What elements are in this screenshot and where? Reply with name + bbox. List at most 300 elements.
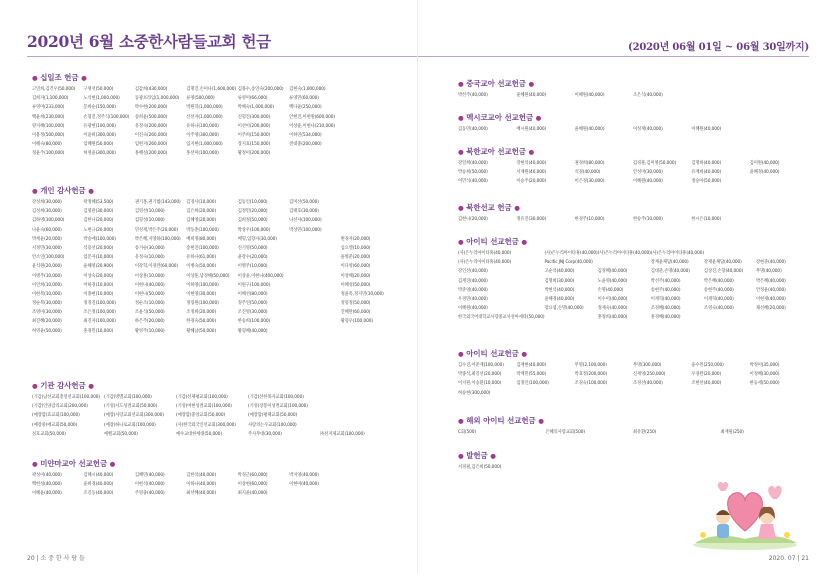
donor-entry: 채선혜(20,000) bbox=[755, 306, 786, 312]
title-divider bbox=[418, 56, 809, 57]
donor-entry: 이병숙(50,000) bbox=[186, 264, 217, 270]
donor-entry: 정승아(50,000) bbox=[691, 179, 722, 185]
donor-entry: 정순복(30,000) bbox=[32, 301, 62, 307]
donor-entry bbox=[341, 198, 392, 207]
donor-entry: 황혜남(50,000) bbox=[186, 328, 217, 334]
donor-entry bbox=[750, 177, 808, 186]
donor-grid bbox=[458, 91, 808, 100]
donor-entry bbox=[704, 249, 756, 258]
section-title: ● 발헌금 ● bbox=[458, 451, 496, 460]
donor-entry: 박재민(55,000) bbox=[516, 372, 547, 378]
donor-entry bbox=[341, 207, 392, 216]
donor-entry: 윤수민(250,000) bbox=[691, 363, 724, 368]
donor-entry: 김현숙(1,000,000) bbox=[289, 87, 326, 92]
donor-entry: 김경혜(40,000) bbox=[597, 269, 628, 275]
donor-entry: 박현석(40,000) bbox=[544, 287, 575, 293]
donor-entry: 박동춘(100,000) bbox=[186, 227, 219, 233]
donor-entry bbox=[289, 281, 340, 290]
donor-entry: 한경주(10,000) bbox=[574, 217, 605, 222]
donor-entry: 윤혜경(40,000) bbox=[544, 296, 575, 302]
donor-entry: 유하나(100,000) bbox=[186, 123, 219, 129]
donor-entry: 권경희(80,000) bbox=[574, 161, 605, 166]
donor-entry: 윤석원(20,000) bbox=[32, 264, 62, 270]
donor-entry bbox=[341, 480, 392, 489]
donor-entry: 변경자(20,000) bbox=[340, 236, 371, 242]
section-tithe bbox=[32, 72, 392, 159]
donor-entry: 이하경(10,000) bbox=[83, 282, 114, 288]
boy-hair-icon bbox=[716, 510, 730, 515]
donor-entry: 김희자(1,100,000) bbox=[32, 96, 69, 102]
donor-entry: 이상윤,이현나(400,000) bbox=[237, 273, 284, 279]
donor-entry: 김혜민(40,000) bbox=[134, 473, 165, 478]
donor-entry: 나윤숙(60,000) bbox=[32, 227, 62, 233]
donor-entry: (기감)방멜교회(100,000) bbox=[104, 395, 152, 400]
donor-entry: (기감)선한목자교회(100,000) bbox=[248, 395, 304, 400]
donor-entry: 김대준,손명(40,000) bbox=[650, 269, 690, 275]
donor-entry: (예장합)효교회(100,000) bbox=[32, 413, 80, 419]
donor-entry bbox=[756, 249, 808, 258]
donor-entry bbox=[575, 389, 633, 398]
donor-entry: 박경근(60,000) bbox=[237, 473, 268, 478]
donor-entry: (기감)인양감리교회(200,000) bbox=[32, 404, 88, 410]
section-other-offering bbox=[458, 450, 808, 472]
donor-entry: 이진숙(260,000) bbox=[134, 132, 168, 138]
donor-entry: 이해선(80,000) bbox=[237, 291, 268, 297]
donor-entry: 박승애(100,000) bbox=[83, 236, 116, 242]
donor-entry: 민성재,박은주(20,000) bbox=[134, 227, 179, 233]
donor-entry: 김태호(30,000) bbox=[289, 209, 319, 215]
donor-entry: 유하나(61,000) bbox=[186, 255, 217, 261]
donor-entry bbox=[320, 421, 392, 430]
donor-entry: 이혜원(40,000) bbox=[632, 179, 663, 185]
donor-entry: 이은경(30,000) bbox=[574, 179, 605, 185]
donor-entry: 허승현(300,000) bbox=[458, 390, 491, 396]
donor-entry: 배시원(40,000) bbox=[516, 127, 547, 132]
donor-entry: 은혜의사랑교회(500) bbox=[545, 430, 585, 435]
donor-entry: 조윤식(50,000) bbox=[134, 310, 165, 316]
donor-entry: 윤강수(20,000) bbox=[237, 255, 268, 261]
donor-entry: 정주연(50,000) bbox=[237, 301, 268, 307]
section-title: ● 십일조 헌금 ● bbox=[32, 73, 87, 82]
donor-entry: 류영민(60,000) bbox=[289, 96, 319, 102]
donor-entry: 이현재(40,000) bbox=[755, 296, 786, 302]
donor-entry: 한시은(10,000) bbox=[691, 217, 722, 222]
donor-entry: 박효정(200,000) bbox=[574, 372, 608, 378]
donor-entry: 이선이(200,000) bbox=[237, 123, 271, 129]
donor-entry: 이용정(500,000) bbox=[32, 132, 65, 138]
donor-entry: 이병주(10,000) bbox=[237, 264, 268, 270]
donor-entry bbox=[341, 149, 392, 158]
donor-entry: 김영선(10,000) bbox=[134, 209, 165, 215]
donor-entry: 서재원(40,000) bbox=[516, 170, 547, 176]
donor-entry: 이정혜(30,000) bbox=[749, 372, 780, 378]
donor-grid bbox=[32, 471, 392, 499]
donor-grid bbox=[458, 159, 808, 187]
donor-entry: ㈜선저제교회(100,000) bbox=[320, 431, 365, 437]
heart-couple-illustration bbox=[685, 473, 805, 551]
donor-entry: 이혜윤(40,000) bbox=[32, 491, 62, 497]
donor-entry: 이상숙(20,000) bbox=[83, 273, 114, 279]
section-north-korea-offering bbox=[458, 202, 808, 224]
donor-entry: 엄문자(10,000) bbox=[83, 255, 114, 261]
donor-entry: 박선주(40,000) bbox=[650, 278, 681, 284]
donor-entry: 이강혁,이경란(60,000) bbox=[134, 264, 179, 270]
donor-entry: 김미선(50,000) bbox=[289, 200, 319, 205]
donor-entry: 백헌성(40,000) bbox=[32, 482, 62, 488]
donor-entry: 심요엘(10,000) bbox=[340, 245, 371, 251]
donor-entry: 노현규(20,000) bbox=[83, 227, 114, 233]
donor-entry: 이현나(40,000) bbox=[134, 282, 165, 288]
donor-entry: 이성재(40,000) bbox=[632, 127, 663, 132]
donor-entry: 안현진,이현원(600,000) bbox=[289, 114, 335, 120]
donor-entry: 박상민(100,000) bbox=[289, 227, 322, 233]
donor-entry: 조은식(40,000) bbox=[632, 93, 663, 98]
donor-entry: 고순석(40,000) bbox=[544, 269, 575, 275]
donor-entry: 주사무대(30,000) bbox=[248, 431, 282, 437]
donor-entry: 곽성이(40,000) bbox=[32, 473, 62, 478]
donor-entry: 조경선(40,000) bbox=[632, 381, 663, 387]
donor-entry: 우경완(20,000) bbox=[691, 372, 722, 378]
donor-entry: 최지윤(40,000) bbox=[237, 491, 268, 497]
donor-entry: 김몽수,송연숙(200,000) bbox=[237, 87, 284, 92]
donor-entry: 유재희(40,000) bbox=[691, 170, 722, 176]
donor-entry: 정재숙(40,000) bbox=[597, 306, 628, 312]
donor-entry: 주영충(40,000) bbox=[134, 491, 165, 497]
donor-entry: 정형원(100,000) bbox=[186, 301, 219, 307]
donor-entry: 배형,임향자(30,000) bbox=[237, 236, 277, 242]
donor-entry bbox=[750, 125, 808, 134]
donor-entry: 이현복(10,000) bbox=[32, 291, 62, 297]
donor-entry: 신형진(300,000) bbox=[237, 114, 271, 120]
donor-entry: 구영선(50,000) bbox=[83, 87, 114, 92]
donor-entry: 윤혜경(40,000) bbox=[749, 170, 780, 176]
section-institution-thanks bbox=[32, 380, 392, 439]
donor-entry: 최진혜(20,000) bbox=[32, 319, 62, 325]
donor-entry: (기성)장봉이성결교회(100,000) bbox=[248, 404, 308, 410]
donor-entry: 김재진(40,000) bbox=[458, 278, 488, 284]
donor-entry: 석경(40,000) bbox=[574, 170, 601, 176]
donor-entry: 최유환(250) bbox=[633, 430, 657, 435]
donor-entry bbox=[691, 389, 749, 398]
donor-entry bbox=[289, 327, 340, 336]
donor-entry: 조진영(30,000) bbox=[237, 310, 268, 316]
donor-entry bbox=[516, 389, 574, 398]
donor-entry: 이하나(40,000) bbox=[186, 482, 217, 488]
donor-entry: 황영주(10,000) bbox=[134, 328, 165, 334]
donor-entry: 한승희(100,000) bbox=[237, 319, 271, 325]
donor-entry: 홍경민(10,000) bbox=[83, 328, 114, 334]
donor-grid bbox=[458, 428, 808, 437]
donor-entry: 이혜원(40,000) bbox=[691, 127, 722, 132]
donor-entry: 김재현(40,000) bbox=[516, 363, 547, 368]
donor-entry: 이하영(100,000) bbox=[186, 282, 219, 288]
donor-entry: 강인선(40,000) bbox=[458, 269, 488, 275]
donor-entry bbox=[575, 463, 633, 472]
donor-entry: 윤혜원(40,000) bbox=[574, 127, 605, 132]
donor-entry: 박선주(40,000) bbox=[458, 93, 488, 98]
donor-entry: 이상윤,이현나(210,000) bbox=[289, 123, 335, 129]
donor-entry: 배희정(80,000) bbox=[186, 236, 217, 242]
section-title: ● 북한교아 선교헌금 ● bbox=[458, 147, 535, 156]
donor-entry bbox=[750, 91, 808, 100]
donor-entry bbox=[756, 313, 808, 322]
section-title: ● 개인 감사헌금 ● bbox=[32, 186, 94, 195]
donor-entry: 무명(40,000) bbox=[755, 269, 782, 275]
donor-entry: 이하연(534,000) bbox=[289, 132, 322, 138]
donor-entry: 백다윤(250,000) bbox=[289, 105, 322, 111]
donor-entry: 강일희(40,000) bbox=[458, 161, 488, 166]
donor-entry bbox=[320, 411, 392, 420]
donor-entry: 윤해영(20,900) bbox=[83, 264, 114, 270]
donor-entry: 류영미(66,000) bbox=[237, 96, 268, 102]
donor-entry: 성호교회(50,000) bbox=[32, 431, 66, 437]
donor-entry: (예장중)예교회(50,000) bbox=[32, 422, 78, 428]
donor-entry bbox=[341, 113, 392, 122]
donor-entry bbox=[341, 226, 392, 235]
donor-entry: (예장)사랑교회선교회(300,000) bbox=[104, 413, 164, 419]
donor-entry: 김은희(20,000) bbox=[186, 209, 217, 215]
donor-entry: 이혜원(40,000) bbox=[458, 306, 488, 312]
small-heart-icon bbox=[718, 482, 728, 491]
donor-entry: 유정숙(10,000) bbox=[134, 255, 165, 261]
section-title: ● 북한선교 헌금 ● bbox=[458, 203, 520, 212]
donor-entry bbox=[341, 131, 392, 140]
donor-entry: (사)은누리아이타휴(40,000) bbox=[650, 251, 704, 256]
donor-entry: 동광프라임(1,000,000) bbox=[134, 96, 180, 102]
donor-entry: 이재혁(40,000) bbox=[703, 296, 734, 302]
boy-body-icon bbox=[717, 524, 729, 538]
donor-entry bbox=[289, 317, 340, 326]
section-mexico-mission bbox=[458, 112, 808, 134]
donor-entry: (예장)하나로교회(100,000) bbox=[104, 422, 156, 428]
donor-entry: 김명희(40,000) bbox=[691, 161, 722, 166]
donor-entry bbox=[341, 122, 392, 131]
donor-entry: 권기홍,권기범(143,000) bbox=[134, 200, 181, 205]
donor-entry: 이주영(300,000) bbox=[186, 132, 219, 138]
donor-entry: 조경혜(40,000) bbox=[650, 306, 681, 312]
donor-entry: 문희순(150,000) bbox=[83, 105, 116, 111]
donor-entry bbox=[633, 389, 691, 398]
donor-entry: 김영관(30,000) bbox=[83, 209, 114, 215]
donor-entry bbox=[633, 463, 691, 472]
donor-entry: 서경필,김은희(50,000) bbox=[458, 465, 502, 470]
donor-entry: 최진자(100,000) bbox=[83, 319, 116, 325]
left-page bbox=[0, 0, 417, 573]
donor-entry bbox=[289, 262, 340, 271]
donor-entry: 곽정혜(53,500) bbox=[83, 200, 114, 205]
donor-entry bbox=[341, 140, 392, 149]
donor-entry: 이종현(10,000) bbox=[83, 291, 114, 297]
donor-entry: 홍선미(100,000) bbox=[186, 151, 219, 157]
donor-entry: 김희정(50,000) bbox=[237, 218, 268, 224]
donor-entry: 정형정(50,000) bbox=[340, 301, 371, 307]
donor-entry: (예장합)평택교회(50,000) bbox=[248, 413, 298, 419]
donor-entry: 안소연(100,000) bbox=[32, 255, 65, 261]
donor-entry bbox=[341, 103, 392, 112]
donor-entry bbox=[289, 272, 340, 281]
donor-entry: 강재윤체담(40,000) bbox=[650, 260, 689, 266]
donor-entry: 조영미(30,000) bbox=[32, 310, 62, 316]
donor-entry: 임지현(1,000,000) bbox=[186, 142, 223, 148]
donor-grid bbox=[32, 393, 392, 439]
donor-entry: 이현영(30,000) bbox=[186, 291, 217, 297]
donor-entry: 에벨교회(50,000) bbox=[104, 431, 138, 437]
donor-entry bbox=[750, 389, 808, 398]
donor-entry: 황정미(200,000) bbox=[237, 151, 271, 157]
donor-entry: 윤혜원(40,000) bbox=[516, 93, 547, 98]
donor-entry: Pacific JNJ Corp(40,000) bbox=[544, 260, 593, 266]
period-range: (2020년 06월 01일 ~ 06월 30일까지) bbox=[628, 42, 809, 53]
donor-entry: 정윤주(100,000) bbox=[32, 151, 65, 157]
donor-entry: 김명진,손미나(1,600,000) bbox=[186, 87, 236, 92]
donor-entry: 손명(40,000) bbox=[597, 287, 624, 293]
donor-entry: 김동민(40,000) bbox=[458, 127, 488, 132]
donor-entry: 전대중(200,000) bbox=[289, 142, 322, 148]
donor-entry: 정유진(30,000) bbox=[516, 217, 547, 222]
donor-entry: 유광현(100,000) bbox=[83, 123, 116, 129]
donor-entry bbox=[341, 85, 392, 94]
donor-entry: 김상진,손향(40,000) bbox=[703, 269, 744, 275]
donor-entry: 허영윤(300,000) bbox=[83, 151, 116, 157]
donor-entry: 이병주(10,000) bbox=[32, 273, 62, 279]
donor-entry: 무명(2,100,000) bbox=[574, 363, 607, 368]
donor-entry: 장요섭,손명(40,000) bbox=[544, 306, 584, 312]
donor-grid bbox=[458, 125, 808, 134]
donor-grid bbox=[458, 463, 808, 472]
donor-entry bbox=[289, 290, 340, 299]
donor-entry: 허영윤(50,000) bbox=[32, 328, 62, 334]
donor-entry: 김감희(430,000) bbox=[134, 87, 168, 92]
donor-entry: 강재윤체담(40,000) bbox=[703, 260, 742, 266]
donor-entry: 이현나(50,000) bbox=[134, 291, 165, 297]
donor-entry: 이지원,이승환(10,000) bbox=[458, 381, 502, 387]
donor-entry: 이혜원(40,000) bbox=[574, 93, 605, 98]
donor-entry: 신기영(50,000) bbox=[237, 245, 268, 251]
small-heart-icon bbox=[768, 486, 782, 499]
donor-grid bbox=[32, 198, 392, 336]
donor-entry: 송희윤(500,000) bbox=[134, 114, 168, 120]
donor-entry: 무명(300,000) bbox=[632, 363, 662, 368]
donor-entry: 노윤영(40,000) bbox=[597, 278, 628, 284]
donor-entry: 임혜원(50,000) bbox=[83, 142, 114, 148]
donor-entry: 강현준(40,000) bbox=[755, 260, 786, 266]
donor-entry: 이주희(150,000) bbox=[237, 132, 271, 138]
donor-entry: 박종석,최길선(20,000) bbox=[458, 372, 502, 378]
donor-entry: (예장합)중앙교회(50,000) bbox=[176, 413, 226, 419]
donor-entry: 이상훈,남경해(50,000) bbox=[186, 273, 230, 279]
donor-entry: 사랑의는우교회(100,000) bbox=[248, 422, 297, 428]
donor-entry: 김하영(100,000) bbox=[32, 218, 65, 224]
donor-entry: 박은혜(40,000) bbox=[755, 278, 786, 284]
donor-entry: 김정민(20,000) bbox=[237, 209, 268, 215]
donor-entry: (기성)여현성결교회(100,000) bbox=[176, 404, 232, 410]
donor-entry: 장지효(150,000) bbox=[237, 142, 271, 148]
donor-entry: (사)은누리아이타휴(40,000) bbox=[458, 251, 512, 256]
page-title: 2020년 6월 소중한사람들교회 헌금 bbox=[27, 32, 271, 51]
donor-entry: 황형우(100,000) bbox=[340, 319, 373, 325]
donor-entry: 이혜성(50,000) bbox=[340, 282, 371, 288]
donor-entry: 노석현(1,000,000) bbox=[83, 96, 120, 102]
donor-grid bbox=[458, 215, 808, 224]
donor-entry: 박세윤(20,000) bbox=[32, 236, 62, 242]
donor-entry: 임현지(260,000) bbox=[134, 142, 168, 148]
donor-entry: 송겨순(30,000) bbox=[134, 245, 165, 251]
donor-entry: 임정인(100,000) bbox=[516, 381, 549, 387]
donor-entry: 김미원(40,000) bbox=[749, 161, 780, 166]
donor-entry: 김경훈,김미영(50,000) bbox=[632, 161, 677, 166]
donor-entry: 송현주(40,000) bbox=[703, 287, 734, 293]
section-haiti-mission-2 bbox=[458, 348, 808, 398]
section-haiti-mission bbox=[458, 236, 808, 323]
donor-entry: 조정희(20,000) bbox=[186, 310, 217, 316]
donor-entry: 박승희(50,000) bbox=[458, 170, 488, 176]
donor-entry: 이승주(20,000) bbox=[516, 179, 547, 185]
donor-entry: 조경숙(100,000) bbox=[574, 381, 608, 387]
donor-entry: 김성희(30,000) bbox=[32, 209, 62, 215]
donor-entry: 이혜숙(80,000) bbox=[32, 142, 62, 148]
donor-entry: 조현선(40,000) bbox=[691, 381, 722, 387]
donor-entry: 서정민(30,000) bbox=[32, 245, 62, 251]
donor-entry: 한경숙(50,000) bbox=[186, 319, 217, 325]
donor-entry: 윤희경(40,000) bbox=[83, 482, 114, 488]
donor-entry: 이상현(60,000) bbox=[237, 482, 268, 488]
section-title: ● 해외 아이티 선교헌금 ● bbox=[458, 416, 544, 425]
donor-entry: 신선자(1,000,000) bbox=[186, 114, 223, 120]
section-personal-thanks bbox=[32, 185, 392, 336]
donor-entry: 석용선(20,000) bbox=[83, 245, 114, 251]
donor-entry bbox=[289, 149, 340, 158]
donor-entry bbox=[289, 299, 340, 308]
section-title: ● 기관 감사헌금 ● bbox=[32, 381, 94, 390]
donor-entry: 신재영(250,000) bbox=[632, 372, 666, 378]
donor-entry: 홍혜실(200,000) bbox=[134, 151, 168, 157]
section-title: ● 미얀마교아 선교헌금 ● bbox=[32, 459, 116, 468]
donor-entry bbox=[289, 244, 340, 253]
donor-entry: 이원구(100,000) bbox=[237, 282, 271, 288]
donor-entry: 이윤희(300,000) bbox=[83, 132, 116, 138]
donor-entry: 홍정희(40,000) bbox=[597, 315, 628, 321]
donor-entry: 정경진(100,000) bbox=[83, 301, 116, 307]
donor-entry bbox=[598, 258, 651, 267]
donor-entry: 박은혜(40,000) bbox=[703, 278, 734, 284]
donor-entry bbox=[320, 402, 392, 411]
donor-entry: 유정숙(200,000) bbox=[134, 123, 168, 129]
donor-entry: 진혜란(60,000) bbox=[340, 310, 371, 316]
section-title: ● 멕시코교아 선교헌금 ● bbox=[458, 113, 542, 122]
grass-icon bbox=[695, 536, 797, 543]
donor-entry: 윤병준(20,000) bbox=[340, 255, 371, 261]
girl-dress-icon bbox=[758, 524, 776, 539]
donor-entry bbox=[341, 471, 392, 480]
donor-entry: 홍경혜(40,000) bbox=[650, 315, 681, 321]
donor-entry: 이민식(40,000) bbox=[458, 179, 488, 185]
donor-entry: 김동인(10,000) bbox=[237, 200, 268, 205]
donor-entry bbox=[691, 91, 749, 100]
donor-entry: 우경민(40,000) bbox=[458, 296, 488, 302]
section-title: ● 중국교아 선교헌금 ● bbox=[458, 79, 535, 88]
donor-entry: 이다영(60,000) bbox=[340, 264, 371, 270]
donor-entry: 이상훈(10,000) bbox=[134, 273, 165, 279]
donor-entry bbox=[704, 313, 756, 322]
donor-entry: (사)은누리아이타휴(40,000) bbox=[544, 251, 598, 256]
donor-entry bbox=[289, 253, 340, 262]
donor-entry: 고연희,김건우(50,000) bbox=[32, 87, 76, 92]
donor-entry: 이상해(20,000) bbox=[340, 273, 371, 279]
section-myanmar-mission bbox=[32, 458, 392, 499]
donor-entry: (기성)서도성결교회(50,000) bbox=[104, 404, 158, 410]
donor-entry bbox=[289, 489, 340, 498]
donor-entry: 이연희(10,000) bbox=[32, 282, 62, 288]
